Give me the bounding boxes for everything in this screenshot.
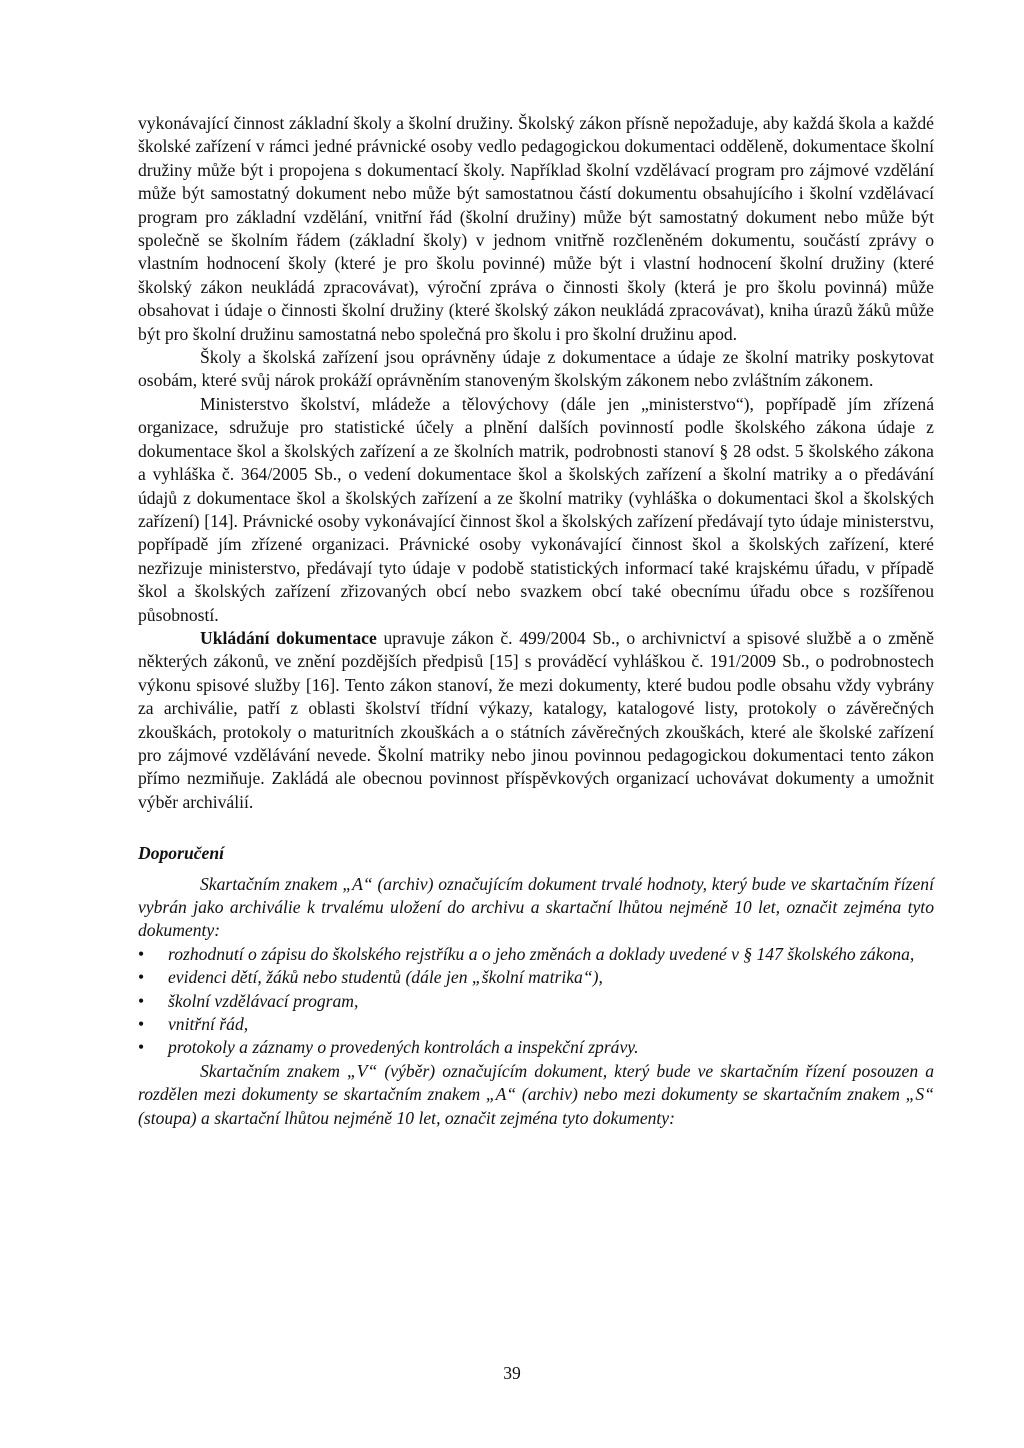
- bullet-icon: •: [138, 967, 145, 988]
- recommendation-list: [138, 943, 934, 1060]
- storage-text: upravuje zákon č. 499/2004 Sb., o archivnictví a spisové službě a o změně některých zákonů, ve znění pozdějších předpisů [15] s prováděcí vyhláškou č. 191/2009 Sb., o podrobnostech výkonu spisové služby [16]. Tento zákon stanoví, že mezi dokumenty, které budou podle obsahu vždy vybrány za archiválie, patří z oblasti školství třídní výkazy, katalogy, katalogové listy, protokoly o závěrečných zkouškách, protokoly o maturitních zkouškách a o státních závěrečných zkouškách, které ale školské zařízení pro zájmové vzdělávání nevede. Školní matriky nebo jinou povinnou pedagogickou dokumentaci tento zákon přímo nezmiňuje. Zakládá ale obecnou povinnost příspěvkových organizací uchovávat dokumenty a umožnit výběr archiválií.: [138, 627, 934, 812]
- paragraph-data-access: Školy a školská zařízení jsou oprávněny údaje z dokumentace a údaje ze školní matriky poskytovat osobám, které svůj nárok prokáží oprávněním stanoveným školským zákonem nebo zvláštním zákonem.: [138, 347, 934, 391]
- list-item: [138, 966, 934, 989]
- list-item-text: evidenci dětí, žáků nebo studentů (dále jen „školní matrika“),: [168, 967, 603, 988]
- paragraph-continuation: vykonávající činnost základní školy a školní družiny. Školský zákon přísně nepožaduje, aby každá škola a každé školské zařízení v rámci jedné právnické osoby vedlo pedagogickou dokumentaci odděleně, dokumentace školní družiny může být i propojena s dokumentací školy. Například školní vzdělávací program pro zájmové vzdělání může být samostatný dokument nebo může být samostatnou částí dokumentu obsahujícího i školní vzdělávací program pro základní vzdělání, vnitřní řád (školní družiny) může být samostatný dokument nebo může být společně se školním řádem (základní školy) v jednom vnitřně rozčleněném dokumentu, součástí zprávy o vlastním hodnocení školy (které je pro školu povinné) může být i vlastní hodnocení školní družiny (které školský zákon neukládá zpracovávat), výroční zpráva o činnosti školy (která je pro školu povinná) může obsahovat i údaje o činnosti školní družiny (které školský zákon neukládá zpracovávat), kniha úrazů žáků může být pro školní družinu samostatná nebo společná pro školu i pro školní družinu apod.: [138, 113, 934, 344]
- page-number: 39: [503, 1363, 521, 1383]
- paragraph-ministry: Ministerstvo školství, mládeže a tělovýchovy (dále jen „ministerstvo“), popřípadě jím zřízená organizace, sdružuje pro statistické účely a plnění dalších povinností podle školského zákona údaje z dokumentace škol a školských zařízení a ze školních matrik, podrobnosti stanoví § 28 odst. 5 školského zákona a vyhláška č. 364/2005 Sb., o vedení dokumentace škol a školských zařízení a školní matriky a o předávání údajů z dokumentace škol a školských zařízení a ze školní matriky (vyhláška o dokumentaci škol a školských zařízení) [14]. Právnické osoby vykonávající činnost škol a školských zařízení předávají tyto údaje ministerstvu, popřípadě jím zřízené organizaci. Právnické osoby vykonávající činnost škol a školských zařízení, které nezřizuje ministerstvo, předávají tyto údaje v podobě statistických informací také krajskému úřadu, v případě škol a školských zařízení zřizovaných obcí nebo svazkem obcí také obecnímu úřadu obce s rozšířenou působností.: [138, 393, 934, 625]
- document-page: [138, 112, 934, 1130]
- list-item-text: protokoly a záznamy o provedených kontrolách a inspekční zprávy.: [168, 1037, 639, 1058]
- bullet-icon: •: [138, 1037, 145, 1058]
- storage-bold-lead: Ukládání dokumentace: [200, 627, 377, 648]
- recommendation-intro: Skartačním znakem „A“ (archiv) označujícím dokument trvalé hodnoty, který bude ve skartačním řízení vybrán jako archiválie k trvalému uložení do archivu a skartační lhůtou nejméně 10 let, označit zejména tyto dokumenty:: [138, 873, 934, 941]
- paragraph-storage: [138, 627, 934, 814]
- list-item-text: rozhodnutí o zápisu do školského rejstříku a o jeho změnách a doklady uvedené v § 147 školského zákona,: [168, 943, 915, 964]
- list-item: [138, 1013, 934, 1036]
- list-item-text: vnitřní řád,: [168, 1014, 249, 1035]
- list-item: [138, 990, 934, 1013]
- list-item: [138, 1036, 934, 1059]
- bullet-icon: •: [138, 990, 145, 1011]
- bullet-icon: •: [138, 1014, 145, 1035]
- list-item: [138, 943, 934, 966]
- bullet-icon: •: [138, 943, 145, 964]
- list-item-text: školní vzdělávací program,: [168, 990, 359, 1011]
- section-heading-recommendation: Doporučení: [138, 843, 225, 864]
- recommendation-second: Skartačním znakem „V“ (výběr) označujícím dokument, který bude ve skartačním řízení posouzen a rozdělen mezi dokumenty se skartačním znakem „A“ (archiv) nebo mezi dokumenty se skartačním znakem „S“ (stoupa) a skartační lhůtou nejméně 10 let, označit zejména tyto dokumenty:: [138, 1060, 934, 1128]
